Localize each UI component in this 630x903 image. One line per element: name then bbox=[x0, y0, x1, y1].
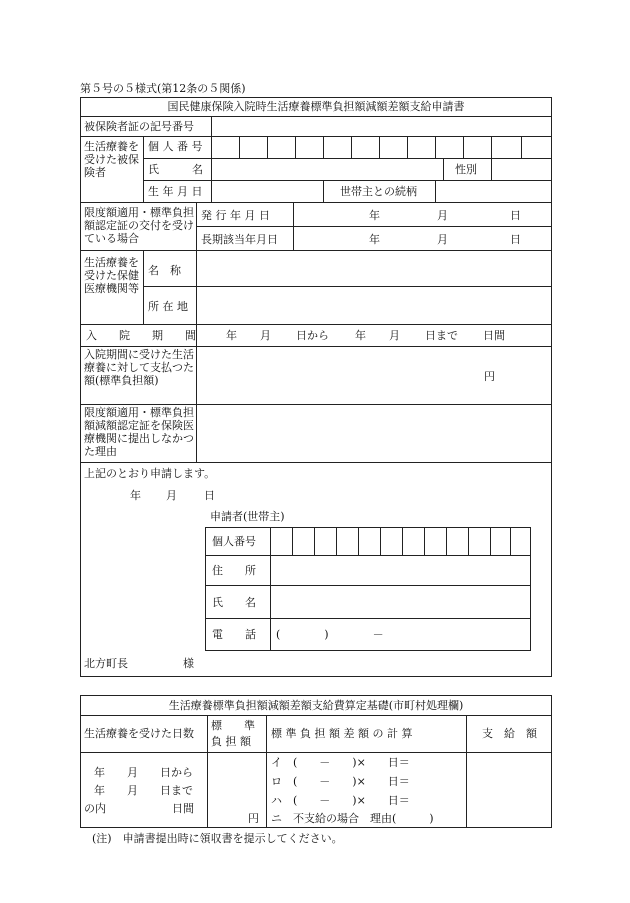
col-standard-header-1: 標 準 bbox=[211, 719, 255, 732]
long-term-label: 長期該当年月日 bbox=[201, 233, 278, 246]
period-to-year: 年 bbox=[355, 329, 366, 342]
calc-row-ha: ハ ( － )× 日＝ bbox=[271, 794, 410, 807]
paid-amount-label: 入院期間に受けた生活療養に対して支払つた額(標準負担額) bbox=[84, 348, 194, 387]
col-days-header: 生活療養を受けた日数 bbox=[84, 727, 194, 740]
calc-days-within: の内 日間 bbox=[84, 802, 194, 815]
applicant-address-field[interactable] bbox=[271, 556, 529, 584]
period-from-month: 月 bbox=[260, 329, 271, 342]
patient-group-label: 生活療養を受けた被保険者 bbox=[84, 140, 139, 179]
reason-field[interactable] bbox=[197, 405, 551, 461]
applicant-name-field[interactable] bbox=[271, 586, 529, 617]
calc-row-ni: ニ 不支給の場合 理由( ) bbox=[271, 812, 434, 825]
applicant-address-label: 住 所 bbox=[212, 564, 256, 577]
paid-amount-field[interactable] bbox=[197, 347, 551, 403]
long-term-month: 月 bbox=[437, 233, 448, 246]
issue-day: 日 bbox=[510, 209, 521, 222]
calc-table-title: 生活療養標準負担額減額差額支給費算定基礎(市町村処理欄) bbox=[168, 699, 464, 712]
period-from: 日から bbox=[296, 329, 329, 342]
addressee: 北方町長 様 bbox=[84, 657, 194, 670]
declaration-text: 上記のとおり申請します。 bbox=[84, 467, 216, 480]
paid-amount-unit: 円 bbox=[484, 370, 495, 383]
facility-address-field[interactable] bbox=[197, 287, 551, 323]
col-standard-header-2: 負 担 額 bbox=[211, 735, 251, 748]
calc-yen: 円 bbox=[248, 812, 259, 825]
declaration-month: 月 bbox=[166, 489, 177, 502]
col-calc-header: 標 準 負 担 額 差 額 の 計 算 bbox=[271, 727, 413, 740]
declaration-day: 日 bbox=[204, 489, 215, 502]
issue-month: 月 bbox=[437, 209, 448, 222]
gender-label: 性別 bbox=[455, 163, 477, 176]
applicant-phone-field[interactable]: ( ) － bbox=[276, 628, 384, 641]
calc-row-i: イ ( － )× 日＝ bbox=[271, 756, 410, 769]
long-term-year: 年 bbox=[369, 233, 380, 246]
period-days: 日間 bbox=[483, 329, 505, 342]
form-title: 国民健康保険入院時生活療養標準負担額減額差額支給申請書 bbox=[167, 100, 465, 113]
calc-row-ro: ロ ( － )× 日＝ bbox=[271, 775, 410, 788]
relation-label: 世帯主との続柄 bbox=[340, 185, 417, 198]
period-to-month: 月 bbox=[389, 329, 400, 342]
birthdate-label: 生 年 月 日 bbox=[148, 185, 203, 198]
form-number: 第５号の５様式(第12条の５関係) bbox=[80, 82, 246, 95]
individual-number-label: 個 人 番 号 bbox=[148, 140, 203, 153]
period-label: 入 院 期 間 bbox=[86, 329, 196, 342]
name-label: 氏 名 bbox=[148, 163, 203, 176]
limit-cert-group-label: 限度額適用・標準負担額認定証の交付を受けている場合 bbox=[84, 206, 194, 245]
facility-group-label: 生活療養を受けた保健医療機関等 bbox=[84, 256, 139, 295]
facility-name-field[interactable] bbox=[197, 251, 551, 285]
facility-address-label: 所 在 地 bbox=[148, 300, 188, 313]
facility-name-label: 名 称 bbox=[148, 264, 181, 277]
applicant-phone-label: 電 話 bbox=[212, 628, 256, 641]
calc-days-from: 年 月 日から bbox=[94, 766, 193, 779]
applicant-name-label: 氏 名 bbox=[212, 596, 256, 609]
name-field[interactable] bbox=[212, 159, 442, 179]
footnote: (注) 申請書提出時に領収書を提示してください。 bbox=[92, 832, 343, 845]
calc-days-to: 年 月 日まで bbox=[94, 784, 193, 797]
applicant-number-label: 個人番号 bbox=[212, 535, 256, 548]
issue-year: 年 bbox=[369, 209, 380, 222]
issue-date-label: 発 行 年 月 日 bbox=[201, 209, 270, 222]
col-payment-header: 支 給 額 bbox=[482, 727, 537, 740]
period-to: 日まで bbox=[425, 329, 458, 342]
reason-label: 限度額適用・標準負担額減額認定証を保険医療機関に提出しなかつた理由 bbox=[84, 406, 194, 458]
applicant-label: 申請者(世帯主) bbox=[210, 510, 285, 523]
long-term-day: 日 bbox=[510, 233, 521, 246]
declaration-year: 年 bbox=[130, 489, 141, 502]
insured-cert-label: 被保険者証の記号番号 bbox=[84, 120, 194, 133]
period-from-year: 年 bbox=[226, 329, 237, 342]
